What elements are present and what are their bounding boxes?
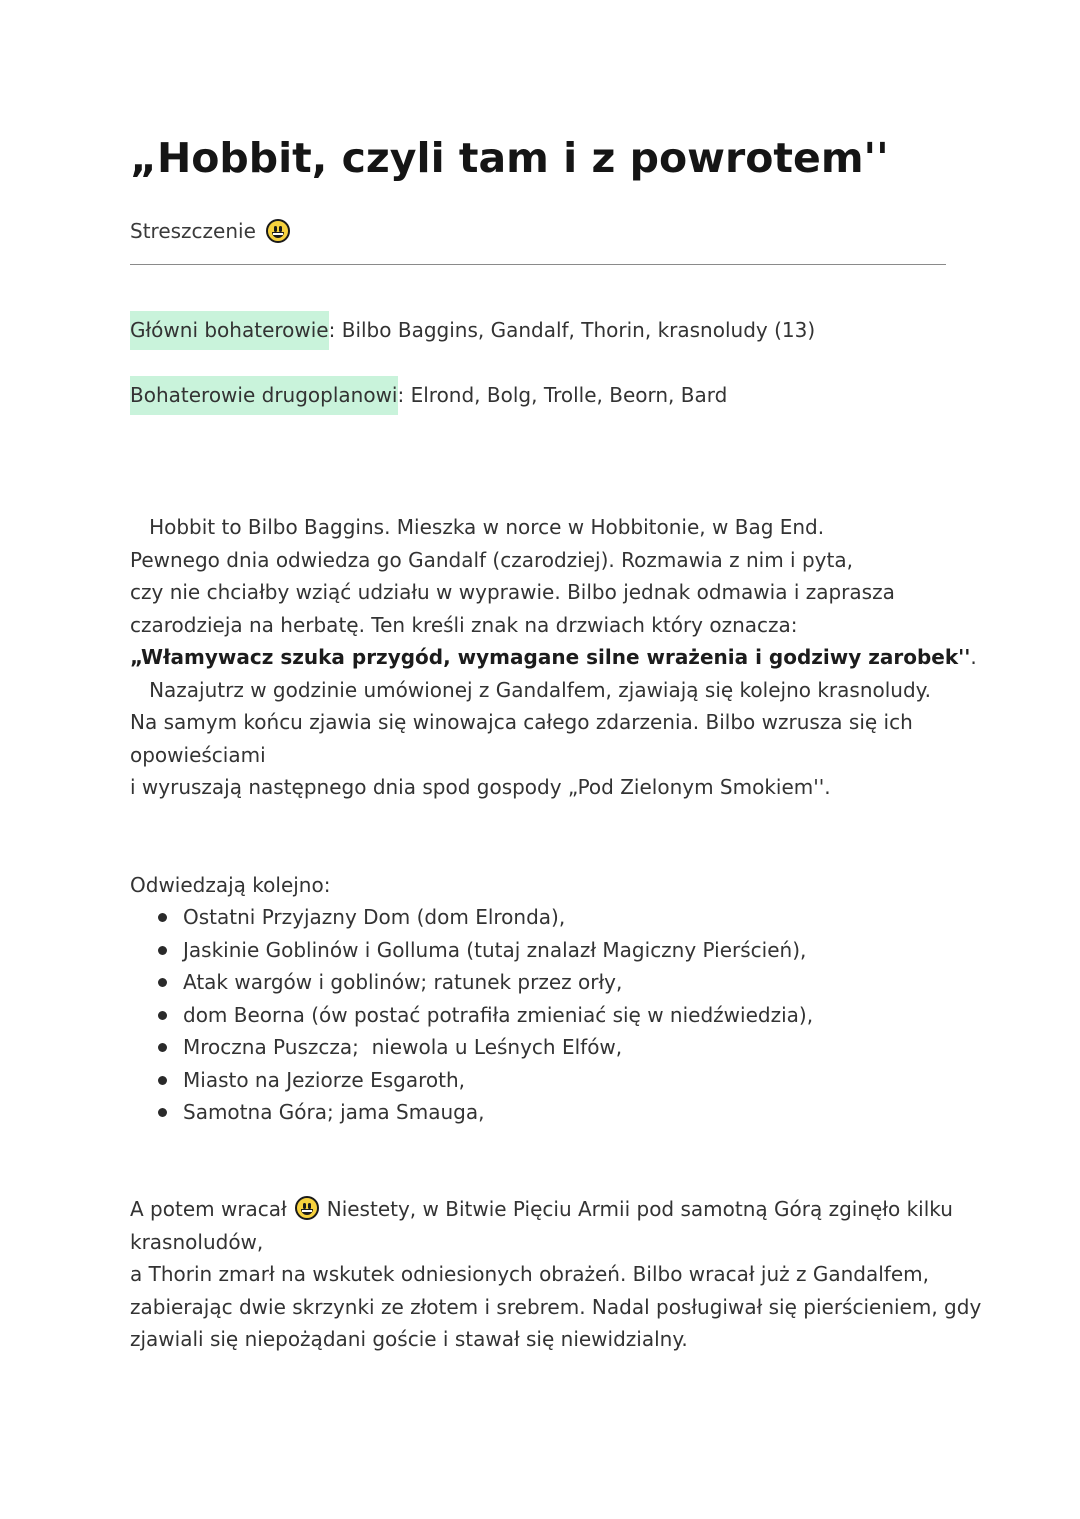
paragraph-line: krasnoludów, — [130, 1229, 264, 1254]
list-item: Ostatni Przyjazny Dom (dom Elronda), — [130, 901, 813, 934]
bullet-icon — [158, 1043, 167, 1052]
main-characters-label: Główni bohaterowie — [130, 311, 329, 350]
list-item: Miasto na Jeziorze Esgaroth, — [130, 1064, 813, 1097]
secondary-characters-line — [130, 383, 727, 407]
bullet-icon — [158, 946, 167, 955]
bullet-icon — [158, 1011, 167, 1020]
paragraph-line: Nazajutrz w godzinie umówionej z Gandalfem, zjawiają się kolejno krasnoludy. — [130, 677, 932, 702]
page-subtitle — [130, 219, 290, 243]
paragraph-line: Pewnego dnia odwiedza go Gandalf (czarodziej). Rozmawia z nim i pyta, — [130, 547, 853, 572]
list-item: Jaskinie Goblinów i Golluma (tutaj znalazł Magiczny Pierścień), — [130, 934, 813, 967]
main-characters-value: : Bilbo Baggins, Gandalf, Thorin, krasnoludy (13) — [328, 318, 816, 342]
quote-end: . — [970, 645, 977, 669]
subtitle-text: Streszczenie — [130, 219, 256, 243]
secondary-characters-label: Bohaterowie drugoplanowi — [130, 376, 398, 415]
bullet-icon — [158, 978, 167, 987]
horizontal-divider — [130, 264, 946, 265]
quote-line — [130, 641, 977, 674]
paragraph-line: czarodzieja na herbatę. Ten kreśli znak na drzwiach który oznacza: — [130, 612, 798, 637]
main-characters-line — [130, 318, 815, 342]
paragraph-line: opowieściami — [130, 742, 266, 767]
smiling-face-icon — [266, 219, 290, 243]
paragraph-line: Na samym końcu zjawia się winowajca całego zdarzenia. Bilbo wzrusza się ich — [130, 710, 913, 734]
bullet-icon — [158, 1076, 167, 1085]
smiling-face-icon — [295, 1196, 319, 1220]
bullet-icon — [158, 1108, 167, 1117]
visits-intro — [130, 869, 946, 902]
summary-paragraph-1 — [130, 511, 977, 804]
bullet-icon — [158, 913, 167, 922]
visits-intro-text: Odwiedzają kolejno: — [130, 873, 331, 897]
paragraph-line: a Thorin zmarł na wskutek odniesionych obrażeń. Bilbo wracał już z Gandalfem, — [130, 1262, 929, 1286]
list-item: Samotna Góra; jama Smauga, — [130, 1096, 813, 1129]
summary-paragraph-2 — [130, 1193, 982, 1356]
list-item: Atak wargów i goblinów; ratunek przez orły, — [130, 966, 813, 999]
paragraph-line: czy nie chciałby wziąć udziału w wyprawie. Bilbo jednak odmawia i zaprasza — [130, 580, 895, 604]
list-item: Mroczna Puszcza; niewola u Leśnych Elfów, — [130, 1031, 813, 1064]
paragraph-line: zjawiali się niepożądani goście i stawał się niewidzialny. — [130, 1327, 688, 1351]
paragraph-line: i wyruszają następnego dnia spod gospody „Pod Zielonym Smokiem''. — [130, 775, 831, 799]
visits-list — [130, 901, 813, 1129]
paragraph-line: A potem wracał Niestety, w Bitwie Pięciu Armii pod samotną Górą zginęło kilku — [130, 1197, 953, 1221]
paragraph-line: zabierając dwie skrzynki ze złotem i srebrem. Nadal posługiwał się pierścieniem, gdy — [130, 1294, 982, 1319]
list-item: dom Beorna (ów postać potrafiła zmieniać się w niedźwiedzia), — [130, 999, 813, 1032]
page-title: „Hobbit, czyli tam i z powrotem'' — [130, 134, 889, 182]
door-sign-quote: „Włamywacz szuka przygód, wymagane silne wrażenia i godziwy zarobek'' — [130, 645, 971, 669]
secondary-characters-value: : Elrond, Bolg, Trolle, Beorn, Bard — [397, 383, 728, 407]
paragraph-line: Hobbit to Bilbo Baggins. Mieszka w norce w Hobbitonie, w Bag End. — [130, 515, 825, 539]
